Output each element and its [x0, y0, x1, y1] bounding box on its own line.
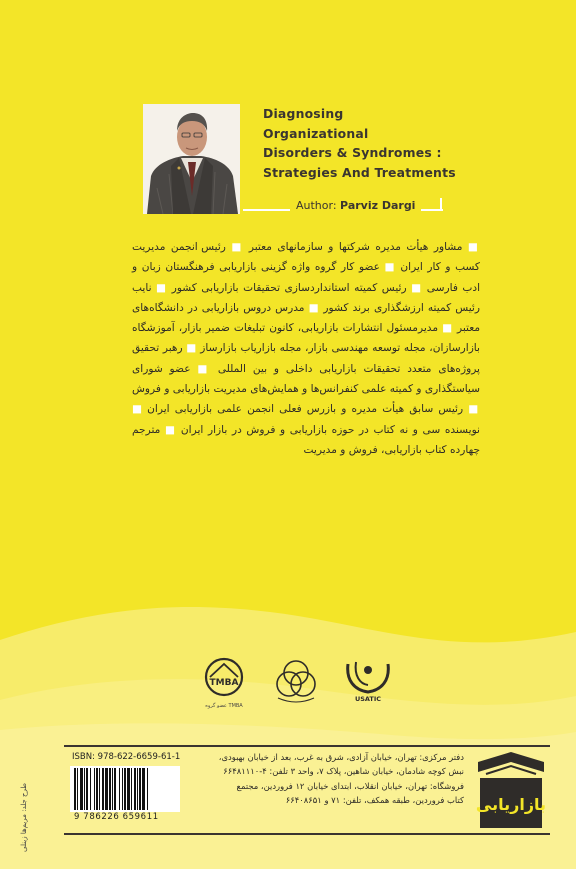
cover-designer-credit: طرح جلد: مریم‌ها زینلی	[20, 783, 28, 852]
bio-segment: نایب رئیس کمیته ارزشگذاری برند کشور	[132, 281, 480, 314]
bio-segment: مدیرمسئول انتشارات بازاریابی، کانون تبلیغات ضمیر بازار، آموزشگاه بازارسازان، مجله توسعه مهندسی بازار، مجله بازاریاب بازارساز	[132, 322, 480, 355]
address-line: دفتر مرکزی: تهران، خیابان آزادی، شرق به غرب، بعد از خیابان بهبودی،	[218, 752, 464, 762]
title-line: Organizational	[263, 125, 369, 141]
isbn-number: ISBN: 978-622-6659-61-1	[72, 752, 181, 762]
footer-bottom-rule	[64, 833, 550, 835]
book-title	[263, 104, 563, 182]
usatic-logo-text: USATIC	[354, 695, 382, 703]
author-photo	[143, 104, 240, 214]
footer-top-rule	[64, 745, 550, 747]
author-label: Author:	[296, 199, 337, 212]
author-credit	[290, 199, 421, 212]
publisher-logo	[472, 750, 550, 832]
address-line: فروشگاه: تهران، خیابان انقلاب، ابتدای خیابان ۱۲ فروردین، مجتمع	[236, 780, 464, 791]
title-line: Diagnosing	[263, 106, 344, 121]
usatic-logo	[338, 656, 396, 708]
bio-segment: رئیس انجمن مدیریت کسب و کار ایران	[132, 241, 480, 274]
author-biography: ■ مشاور هیأت مدیره شرکتها و سازمانهای معتبر ■ رئیس انجمن مدیریت کسب و کار ایران ■ عضو کار گروه واژه گزینی بازاریابی فرهنگستان زبان و ادب فارسی ■ رئیس کمیته استانداردسازی تحقیقات بازاریابی کشور ■ نایب رئیس کمیته ارزشگذاری برند کشور ■ مدرس دروس بازاریابی در دانشگاه‌های معتبر ■ مدیرمسئول انتشارات بازاریابی، کانون تبلیغات ضمیر بازار، آموزشگاه بازارسازان، مجله توسعه مهندسی بازار، مجله بازاریاب بازارساز ■ رهبر تحقیق پروژه‌های متعدد تحقیقات بازاریابی داخلی و بین المللی ■ عضو شورای سیاستگذاری و کمیته علمی کنفرانس‌ها و همایش‌های مدیریت بازاریابی و فروش ■ رئیس سابق هیأت مدیره و بازرس فعلی انجمن علمی بازاریابی ایران ■ نویسنده سی و نه کتاب در حوزه بازاریابی و فروش در بازار ایران ■ مترجم چهارده کتاب بازاریابی، فروش و مدیریت	[132, 241, 481, 456]
tmba-logo-text: TMBA	[209, 678, 239, 688]
bio-segment: مترجم چهارده کتاب بازاریابی، فروش و مدیریت	[132, 423, 480, 456]
bio-segment: نویسنده سی و نه کتاب در حوزه بازاریابی و فروش در بازار ایران	[180, 423, 481, 436]
title-line: Disorders & Syndromes :	[263, 145, 442, 160]
bio-segment: رهبر تحقیق پروژه‌های متعدد تحقیقات بازاریابی داخلی و بین المللی	[132, 342, 481, 375]
bio-segment: رئیس سابق هیأت مدیره و بازرس فعلی انجمن علمی بازاریابی ایران	[147, 403, 464, 416]
bio-segment: عضو کار گروه واژه گزینی بازاریابی فرهنگستان زبان و ادب فارسی	[132, 261, 481, 294]
association-logo	[270, 656, 322, 704]
address-line: کتاب فروردین، طبقه همکف، تلفن: ۷۱ و ۶۶۴۰۸۶۵۱	[285, 795, 464, 806]
publisher-address	[188, 750, 464, 808]
title-line: Strategies And Treatments	[263, 164, 456, 180]
bio-segment: مشاور هیأت مدیره شرکتها و سازمانهای معتبر	[248, 241, 463, 253]
tmba-caption: عضو گروه TMBA	[205, 703, 243, 709]
bio-segment: مدرس دروس بازاریابی در دانشگاه‌های معتبر	[132, 301, 481, 335]
barcode	[70, 766, 180, 812]
publisher-logo-text: بازاریابی	[475, 795, 547, 814]
bio-segment: عضو شورای سیاستگذاری و کمیته علمی کنفرانس‌ها و همایش‌های مدیریت بازاریابی و فروش	[132, 362, 480, 396]
address-line: نبش کوچه شادمان، خیابان شاهین، پلاک ۷، واحد ۳ تلفن: ۴-۶۶۴۸۱۱۱۰	[223, 766, 464, 777]
author-name: Parviz Dargi	[340, 199, 416, 212]
barcode-number: 9 786226 659611	[74, 812, 159, 822]
author-divider-tick	[440, 198, 442, 211]
bio-segment: رئیس کمیته استانداردسازی تحقیقات بازاریابی کشور	[171, 281, 407, 294]
